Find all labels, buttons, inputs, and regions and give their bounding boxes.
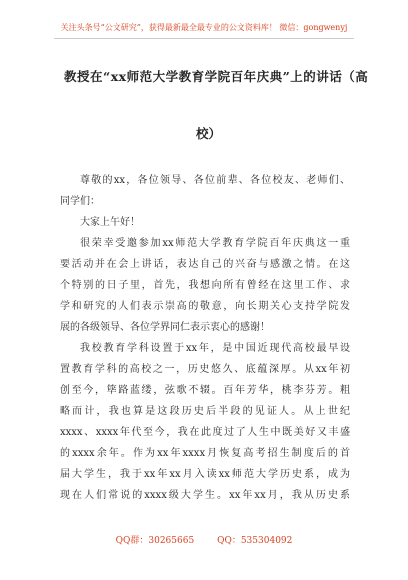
body-line: 置教育学科的高校之一，历史悠久、底蕴深厚。从xx年初 [60,364,350,375]
footer-qq: QQ：535304092 [217,536,293,546]
body-line: 尊敬的xx，各位领导、各位前辈、各位校友、老师们、 [80,175,350,186]
body-line: 学和研究的人们表示崇高的敬意，向长期关心支持学院发 [60,301,350,312]
body-line: 展的各级领导、各位学界同仁表示衷心的感谢！ [60,322,270,333]
body-line: 届大学生，我于xx年xx月入读xx师范大学历史系，成为 [60,469,350,480]
header-divider [54,38,354,39]
document-body [60,170,350,506]
body-line: 我校教育学科设置于xx年，是中国近现代高校最早设 [80,343,350,354]
document-title-line-2: 校） [196,126,222,141]
footer-qq-group: QQ群：30265665 [115,536,195,546]
document-title-line-1: 教授在“xx师范大学教育学院百年庆典”上的讲话（高 [64,69,369,84]
footer-contact [0,533,408,546]
body-line: 现在人们常说的xxxx级大学生。xx年xx月，我从历史系 [60,490,350,501]
header-banner: 关注头条号“公文研究”，获得最新最全最专业的公文资料库！ 微信：gongwenyj [60,23,348,32]
body-line: 要活动并在会上讲话，表达自己的兴奋与感激之情。在这 [60,259,350,270]
body-line: xxxx、xxxx年代至今，我在此度过了人生中既美好又丰盛 [60,427,350,438]
body-line: 个特别的日子里，首先，我想向所有曾经在这里工作、求 [60,280,350,291]
body-line: 很荣幸受邀参加xx师范大学教育学院百年庆典这一重 [80,238,350,249]
body-line: 创至今，筚路蓝缕，弦歌不辍。百年芳华，桃李芬芳。粗 [60,385,350,396]
body-line: 略而计，我也算是这段历史后半段的见证人。从上世纪 [60,406,350,417]
body-line: 同学们： [60,196,100,207]
body-line: 大家上午好！ [80,217,140,228]
body-line: 的xxxx余年。作为xx年xxxx月恢复高考招生制度后的首 [60,448,350,459]
